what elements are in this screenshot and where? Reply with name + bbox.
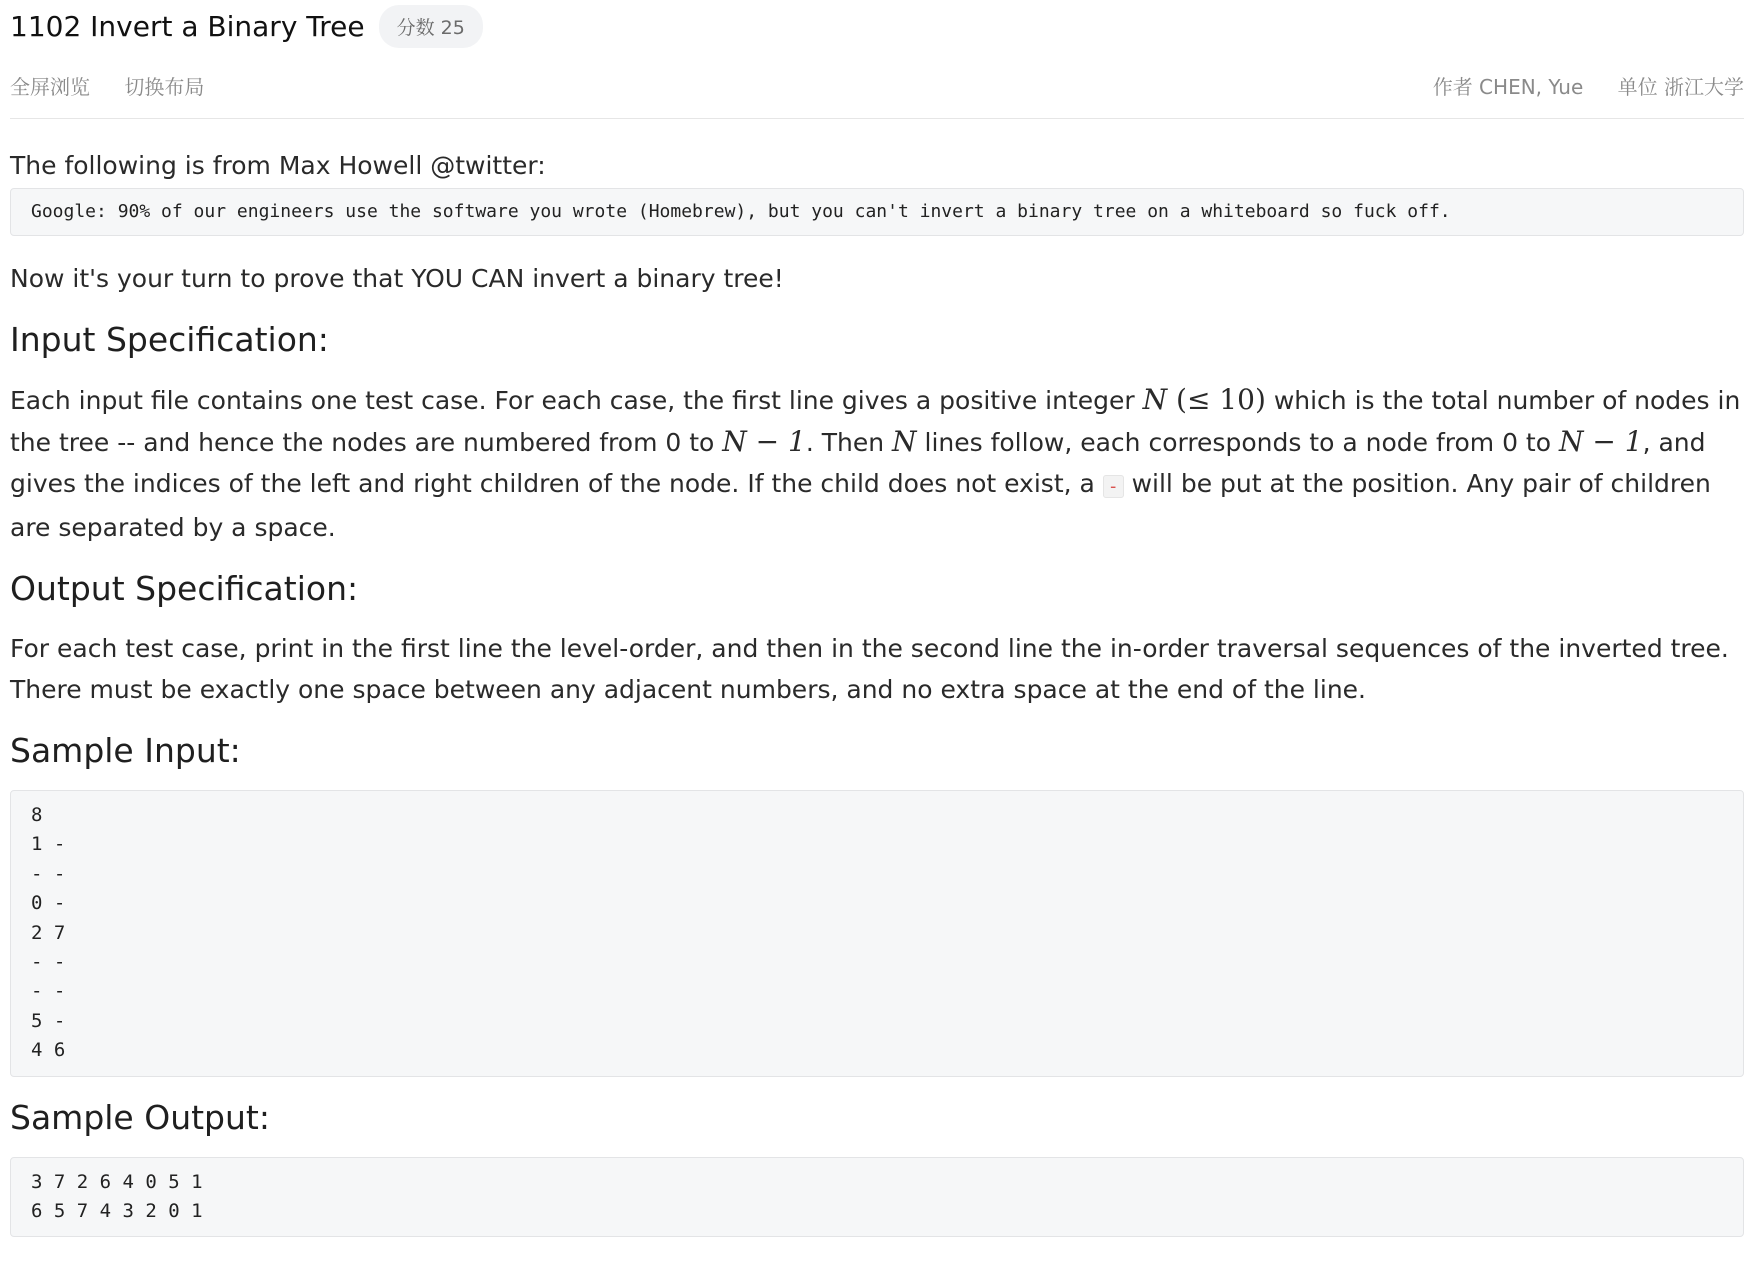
sample-input-line: - -: [31, 862, 66, 885]
sample-input-line: 1 -: [31, 833, 66, 856]
switch-layout-button[interactable]: 切换布局: [124, 74, 205, 99]
output-spec-heading: Output Specification:: [10, 569, 359, 608]
math-N: N: [1142, 383, 1168, 416]
sample-input-block: [10, 790, 1744, 1077]
output-spec-text: For each test case, print in the first line the level-order, and then in the second line the in-order traversal sequences of the inverted tree. There must be exactly one space between any adjacent numbers, and no extra space at the end of the line.: [10, 634, 1729, 704]
math-n-minus-1-2: N − 1: [1558, 425, 1643, 458]
input-spec-text: [10, 379, 1744, 548]
math-N-2: N: [892, 425, 917, 458]
sample-output-block: [10, 1157, 1744, 1238]
input-text-1: Each input file contains one test case. For each case, the first line gives a positive integer: [10, 386, 1143, 415]
author-label: 作者 CHEN, Yue: [1432, 74, 1584, 99]
quote-block: Google: 90% of our engineers use the software you wrote (Homebrew), but you can't invert a binary tree on a whiteboard so fuck off.: [10, 188, 1744, 236]
input-spec-heading: Input Specification:: [10, 320, 329, 359]
fullscreen-button[interactable]: 全屏浏览: [10, 74, 90, 99]
meta-row: [10, 52, 1744, 119]
input-text-5: , and gives the indices of the left and right children of the node. If the child does not exist, a: [10, 428, 1706, 498]
math-n-minus-1: N − 1: [722, 425, 806, 458]
math-le-10: (≤ 10): [1167, 383, 1266, 416]
input-text-2: which is the total number of nodes in the tree -- and hence the nodes are numbered from 0 to: [10, 386, 1741, 457]
turn-text: Now it's your turn to prove that YOU CAN invert a binary tree!: [10, 264, 784, 293]
sample-input-line: 2 7: [31, 921, 66, 944]
problem-content: [10, 145, 1744, 1237]
meta-actions: [10, 71, 232, 100]
unit-label: 单位 浙江大学: [1617, 74, 1744, 99]
sample-output-line: 3 7 2 6 4 0 5 1: [31, 1170, 203, 1193]
input-text-6: will be put at the position. Any pair of children are separated by a space.: [10, 469, 1711, 542]
sample-input-line: 8: [31, 804, 43, 826]
sample-input-line: - -: [31, 980, 66, 1003]
title-row: [10, 0, 1744, 52]
intro-text: The following is from Max Howell @twitter:: [10, 151, 546, 180]
sample-output-heading: Sample Output:: [10, 1097, 270, 1137]
sample-input-line: - -: [31, 951, 66, 974]
input-text-4: lines follow, each corresponds to a node from 0 to: [916, 428, 1559, 457]
problem-title: 1102 Invert a Binary Tree: [10, 9, 365, 43]
sample-output-line: 6 5 7 4 3 2 0 1: [31, 1200, 203, 1223]
sample-input-line: 5 -: [31, 1009, 66, 1032]
meta-info: [1433, 71, 1744, 100]
sample-input-line: 4 6: [31, 1039, 66, 1062]
dash-code: -: [1103, 475, 1124, 498]
input-text-3: . Then: [805, 428, 893, 457]
score-badge: 分数 25: [379, 5, 483, 48]
sample-input-heading: Sample Input:: [10, 731, 241, 770]
sample-input-line: 0 -: [31, 892, 66, 915]
